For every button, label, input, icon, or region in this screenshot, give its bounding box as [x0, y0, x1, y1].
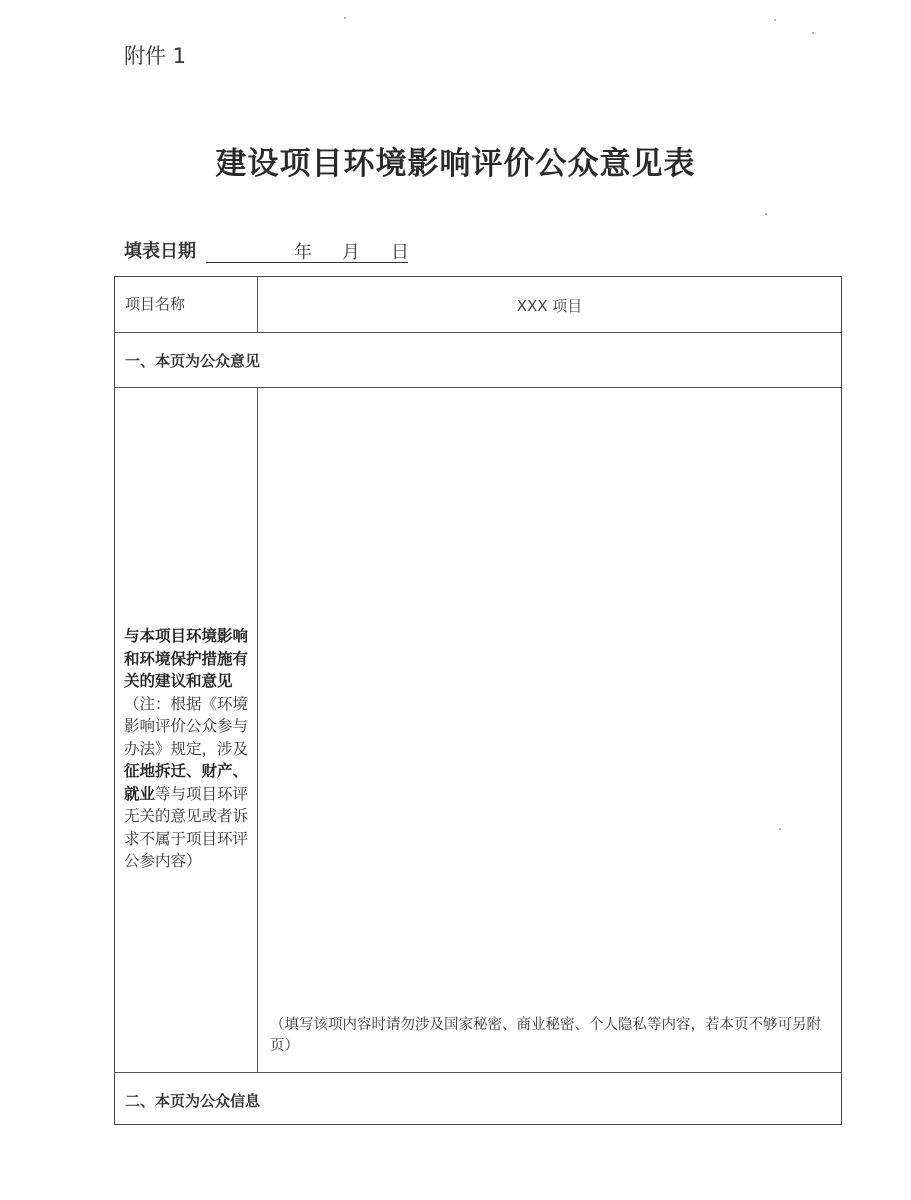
opinion-form-table [114, 276, 842, 1125]
opinion-label [124, 625, 252, 873]
project-name-label: 项目名称 [125, 295, 186, 313]
opinion-note: （填写该项内容时请勿涉及国家秘密、商业秘密、个人隐私等内容，若本页不够可另附页） [270, 1017, 821, 1054]
fill-date-field[interactable] [206, 238, 408, 263]
section2-row [115, 1072, 841, 1124]
column-divider [257, 387, 258, 1072]
section1-title: 一、本页为公众意见 [125, 352, 261, 370]
fill-date-day: 日 [391, 242, 409, 263]
fill-date-month: 月 [342, 242, 360, 263]
opinion-row [115, 387, 841, 1073]
project-name-value[interactable]: XXX 项目 [516, 297, 583, 315]
scan-speck [344, 17, 346, 19]
opinion-label-note-end: 等与项目环评无关的意见或者诉求不属于项目环评公参内容） [124, 784, 249, 870]
fill-date-label: 填表日期 [124, 241, 196, 262]
fill-date-year: 年 [294, 242, 312, 263]
section2-title: 二、本页为公众信息 [125, 1092, 261, 1110]
page-title: 建设项目环境影响评价公众意见表 [215, 146, 696, 182]
project-name-row [115, 277, 841, 333]
opinion-label-emphasis: 征地拆迁、财产、就业 [124, 762, 249, 803]
scan-speck [812, 32, 814, 34]
scan-speck [779, 828, 781, 830]
opinion-input[interactable] [265, 397, 835, 1062]
fill-date-row [124, 237, 408, 263]
scan-speck [774, 19, 776, 21]
opinion-label-note: （注：根据《环境影响评价公众参与办法》规定，涉及 [124, 694, 249, 758]
section1-row [115, 332, 841, 388]
scan-speck [765, 213, 767, 215]
attachment-label: 附件 1 [124, 44, 187, 68]
opinion-label-main: 与本项目环境影响和环境保护措施有关的建议和意见 [124, 627, 249, 690]
